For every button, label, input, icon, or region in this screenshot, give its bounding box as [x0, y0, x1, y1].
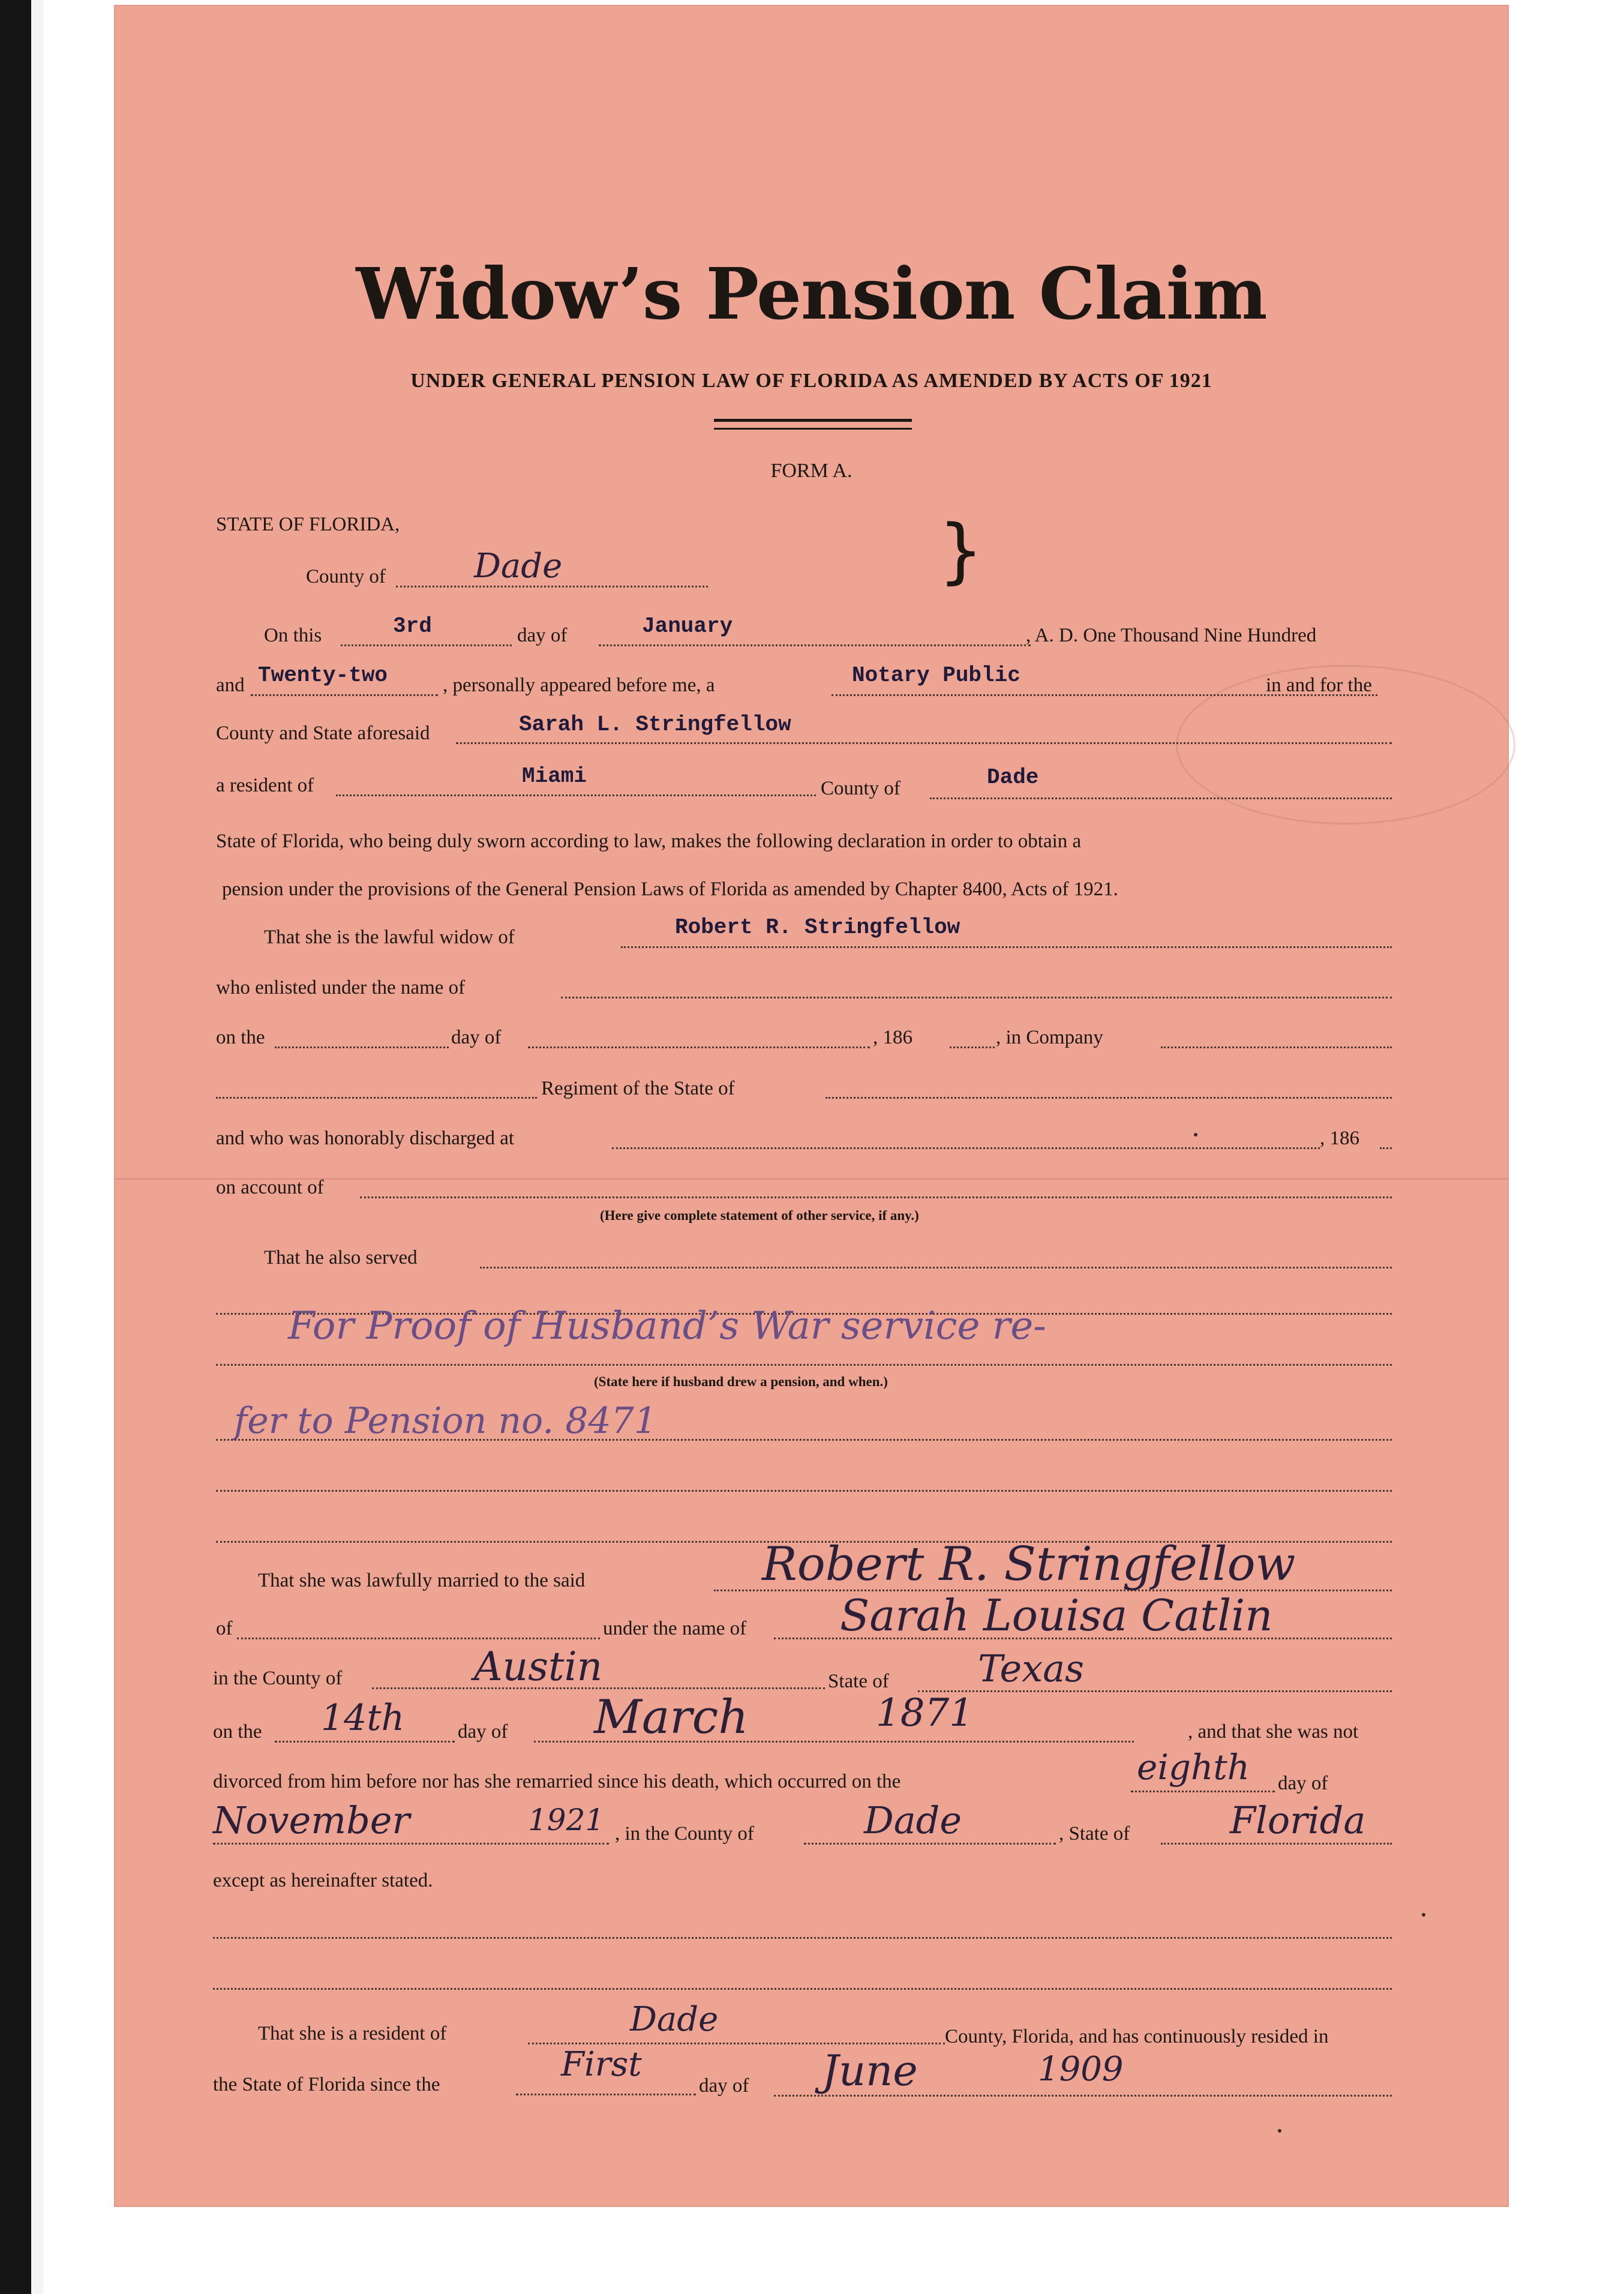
marriage-on-the-label: on the — [213, 1721, 262, 1743]
resident-statement-line — [528, 2043, 945, 2044]
day-of-label: day of — [517, 625, 568, 646]
pension-form-page — [114, 5, 1509, 2207]
county-line — [396, 586, 708, 587]
marriage-day: 14th — [321, 1697, 405, 1739]
company-line — [1161, 1046, 1392, 1048]
day-line — [341, 644, 512, 646]
oath-officer: Notary Public — [852, 663, 1020, 688]
claimant-line — [456, 742, 1392, 744]
marriage-husband-name: Robert R. Stringfellow — [762, 1537, 1296, 1591]
service-note: (Here give complete statement of other service, if any.) — [600, 1208, 919, 1223]
since-day-line — [516, 2094, 696, 2095]
death-state-line — [1161, 1843, 1392, 1845]
death-day-line — [1131, 1791, 1275, 1792]
marriage-state-label: State of — [828, 1671, 889, 1692]
also-served-line — [480, 1267, 1392, 1269]
except-text: except as hereinafter stated. — [213, 1870, 433, 1891]
marriage-month: March — [594, 1690, 749, 1744]
year-line — [251, 694, 438, 696]
divorced-text: divorced from him before nor has she remarried since his death, which occurred on the — [213, 1771, 901, 1792]
since-month: June — [822, 2046, 918, 2095]
scanner-edge — [0, 0, 31, 2294]
pension-note-line — [216, 1364, 1392, 1366]
since-day: First — [561, 2045, 642, 2084]
city-line — [336, 794, 816, 796]
resident-city: Miami — [522, 764, 587, 788]
and-label: and — [216, 674, 245, 696]
except-line-1 — [213, 1937, 1392, 1939]
marriage-state: Texas — [978, 1647, 1084, 1690]
of-line — [237, 1638, 600, 1639]
speck — [1422, 1913, 1425, 1917]
proof-note-line-2: fer to Pension no. 8471 — [234, 1400, 657, 1442]
on-the-label: on the — [216, 1027, 265, 1048]
claimant-name: Sarah L. Stringfellow — [519, 712, 791, 737]
resident-statement-label: That she is a resident of — [258, 2023, 447, 2044]
death-state: Florida — [1230, 1798, 1366, 1842]
death-day: eighth — [1137, 1747, 1250, 1788]
title-rule-top — [714, 419, 912, 422]
declaration-line-2: pension under the provisions of the General Pension Laws of Florida as amended by Chapter 8400, Acts of 1921. — [222, 878, 1118, 900]
since-year: 1909 — [1038, 2050, 1124, 2089]
since-label: the State of Florida since the — [213, 2074, 440, 2095]
in-county-label: in the County of — [213, 1668, 343, 1689]
marriage-state-line — [918, 1690, 1392, 1692]
married-to-label: That she was lawfully married to the said — [258, 1570, 586, 1591]
declaration-line-1: State of Florida, who being duly sworn according to law, makes the following declaration in order to obtain a — [216, 830, 1082, 852]
resident-county: Dade — [987, 765, 1039, 790]
marriage-day-of-label: day of — [458, 1721, 508, 1743]
resident-of-label: a resident of — [216, 775, 314, 796]
ad-text: , A. D. One Thousand Nine Hundred — [1026, 625, 1317, 646]
death-month-line — [213, 1843, 609, 1845]
marriage-year: 1871 — [876, 1691, 974, 1735]
enlist-year-text: , 186 — [873, 1027, 912, 1048]
death-county-line — [804, 1843, 1056, 1845]
on-account-label: on account of — [216, 1177, 324, 1198]
death-state-label: , State of — [1059, 1823, 1130, 1845]
also-served-label: That he also served — [264, 1247, 418, 1269]
marriage-day-line — [275, 1741, 455, 1743]
discharged-year-text: , 186 — [1320, 1127, 1359, 1149]
in-company-label: , in Company — [996, 1027, 1103, 1048]
resident-county-text: County, Florida, and has continuously resided in — [945, 2026, 1329, 2047]
regiment-line — [216, 1097, 537, 1099]
appeared-text: , personally appeared before me, a — [443, 674, 715, 696]
oath-year: Twenty-two — [258, 663, 388, 688]
pension-note: (State here if husband drew a pension, and when.) — [594, 1374, 888, 1389]
discharged-label: and who was honorably discharged at — [216, 1127, 515, 1149]
form-subtitle: UNDER GENERAL PENSION LAW OF FLORIDA AS AMENDED BY ACTS OF 1921 — [410, 370, 1212, 392]
county-state-label: County and State aforesaid — [216, 722, 430, 744]
on-this-label: On this — [264, 625, 322, 646]
husband-name: Robert R. Stringfellow — [675, 915, 960, 940]
speck — [1194, 1133, 1197, 1136]
month-line — [599, 644, 1031, 646]
of-label: of — [216, 1618, 233, 1639]
regiment-state-line — [825, 1097, 1392, 1099]
oath-day: 3rd — [393, 614, 432, 638]
enlist-day-of-label: day of — [451, 1027, 502, 1048]
death-county-label: , in the County of — [615, 1823, 754, 1845]
form-label: FORM A. — [770, 460, 852, 482]
since-day-of-label: day of — [699, 2075, 749, 2097]
widow-of-label: That she is the lawful widow of — [264, 926, 515, 948]
pension-line-2 — [216, 1439, 1392, 1441]
enlisted-label: who enlisted under the name of — [216, 977, 466, 998]
enlist-month-line — [528, 1046, 870, 1048]
in-and-for-text: in and for the — [1266, 674, 1372, 696]
oath-month: January — [642, 614, 733, 638]
death-day-of-label: day of — [1278, 1773, 1328, 1794]
death-county: Dade — [864, 1798, 962, 1842]
regiment-label: Regiment of the State of — [541, 1078, 735, 1099]
resident-statement-county: Dade — [630, 2000, 719, 2039]
not-divorced-text: , and that she was not — [1188, 1721, 1359, 1743]
under-name-label: under the name of — [603, 1618, 747, 1639]
proof-note-line-1: For Proof of Husband’s War service re- — [288, 1304, 1046, 1348]
county-value: Dade — [474, 547, 563, 586]
death-month: November — [213, 1798, 410, 1842]
title-rule-bottom — [714, 428, 912, 430]
maiden-name: Sarah Louisa Catlin — [840, 1590, 1273, 1641]
county-of-label: County of — [821, 778, 900, 799]
state-label: STATE OF FLORIDA, — [216, 514, 400, 535]
county-label: County of — [306, 566, 386, 587]
death-year: 1921 — [528, 1803, 605, 1837]
resident-county-line — [930, 797, 1392, 799]
speck — [1278, 2129, 1281, 2133]
enlist-year-line — [950, 1046, 995, 1048]
husband-line — [621, 946, 1392, 948]
on-account-line — [360, 1197, 1392, 1198]
discharged-year-line — [1380, 1147, 1392, 1149]
marriage-county: Austin — [474, 1644, 603, 1690]
county-brace: } — [938, 509, 984, 592]
scanner-margin — [31, 0, 43, 2294]
enlist-day-line — [275, 1046, 449, 1048]
discharged-line — [612, 1147, 1320, 1149]
enlisted-line — [561, 997, 1392, 998]
pension-line-3 — [216, 1490, 1392, 1492]
form-title: Widow’s Pension Claim — [356, 252, 1267, 335]
except-line-2 — [213, 1988, 1392, 1990]
